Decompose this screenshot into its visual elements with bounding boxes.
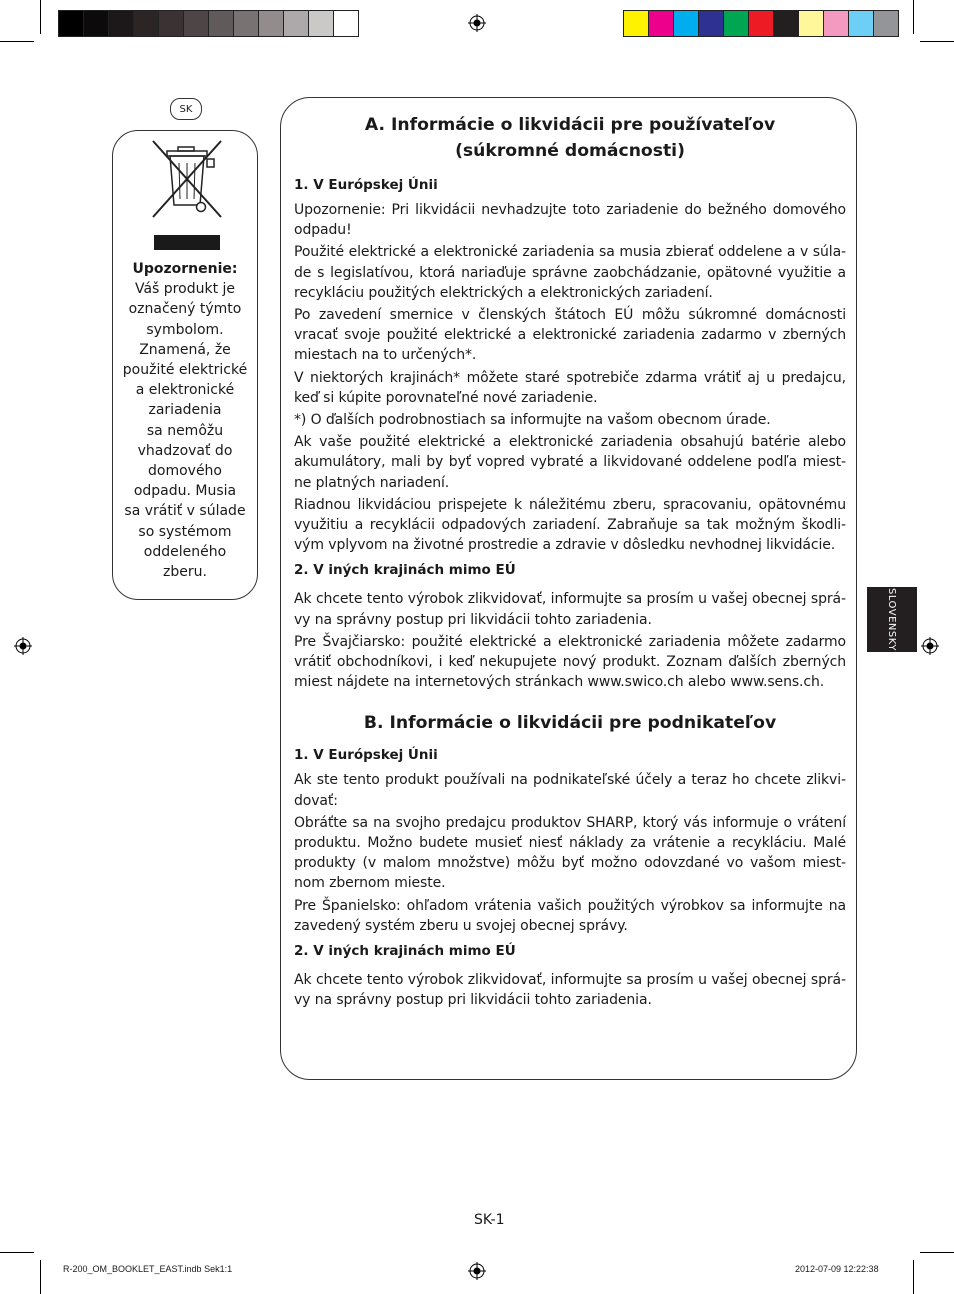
- color-swatch: [84, 11, 109, 36]
- paragraph: Ak chcete tento výrobok zlikvidovať, informujte sa prosím u vašej obecnej sprá-vy na správny postup pri likvidácii tohto zariadenia.: [294, 591, 846, 628]
- warning-body: Váš produkt je označený týmto symbolom. Znamená, že použité elektrické a elektronické zariadenia sa nemôžu vhadzovať do domového odpadu. Musia sa vrátiť v súlade so systémom oddeleného zberu.: [122, 281, 248, 581]
- color-swatch: [309, 11, 334, 36]
- color-swatch: [874, 11, 898, 36]
- crop-mark: [40, 0, 41, 34]
- crop-mark: [913, 1260, 914, 1294]
- color-swatch: [799, 11, 824, 36]
- crop-mark: [920, 1252, 954, 1253]
- color-swatch: [824, 11, 849, 36]
- paragraph: Použité elektrické a elektronické zariadenia sa musia zbierať oddelene a v súla-de s legislatívou, ktorá nariaďuje správne zaobchádzanie, opätovné využitie a recykláciu použitých elektrických a elektronických zariadení.: [294, 244, 846, 301]
- registration-mark-icon: [921, 637, 939, 655]
- color-swatch: [109, 11, 134, 36]
- paragraph: Ak ste tento produkt používali na podnikateľské účely a teraz ho chcete zlikvi-dovať:: [294, 772, 846, 809]
- crop-mark: [0, 41, 34, 42]
- color-swatch: [849, 11, 874, 36]
- color-swatch: [724, 11, 749, 36]
- gray-calibration-bar: [58, 10, 359, 37]
- weee-warning-text: [117, 259, 253, 582]
- paragraph: Ak chcete tento výrobok zlikvidovať, informujte sa prosím u vašej obecnej sprá-vy na správny postup pri likvidácii tohto zariadenia.: [294, 972, 846, 1009]
- disposal-info-content: [294, 112, 846, 1013]
- color-swatch: [774, 11, 799, 36]
- section-a-title: A. Informácie o likvidácii pre používateľov (súkromné domácnosti): [364, 115, 776, 161]
- color-swatch: [749, 11, 774, 36]
- crop-mark: [913, 0, 914, 34]
- footer-file-info: R-200_OM_BOOKLET_EAST.indb Sek1:1: [63, 1264, 233, 1274]
- color-swatch: [699, 11, 724, 36]
- disposal-info-box: [280, 97, 857, 1080]
- section-b-title: B. Informácie o likvidácii pre podnikateľov: [363, 713, 777, 734]
- language-tab-label: SLOVENSKY: [886, 587, 898, 652]
- color-swatch: [234, 11, 259, 36]
- registration-mark-icon: [468, 1262, 486, 1280]
- color-swatch: [624, 11, 649, 36]
- paragraph: Pre Španielsko: ohľadom vrátenia vašich použitých výrobkov sa informujte na zavedený systém zberu u svojej obecnej správy.: [294, 897, 846, 934]
- section-a-noneu-heading: 2. V iných krajinách mimo EÚ: [294, 562, 516, 579]
- color-swatch: [159, 11, 184, 36]
- weee-notice-box: [112, 130, 258, 600]
- warning-label: Upozornenie:: [132, 261, 238, 277]
- language-side-tab: [867, 587, 917, 652]
- crop-mark: [920, 41, 954, 42]
- color-swatch: [334, 11, 358, 36]
- paragraph: Pre Švajčiarsko: použité elektrické a elektronické zariadenia môžete zadarmo vrátiť obchodníkovi, i keď nekupujete nový produkt. Zoznam ďalších zberných miest nájdete na internetových stránkach www.swico.ch alebo www.sens.ch.: [294, 633, 846, 691]
- paragraph: Po zavedení smernice v členských štátoch EÚ môžu súkromné domácnosti vracať svoje použité elektrické a elektronické zariadenia zadarmo v zberných miestach na to určených*.: [294, 307, 846, 364]
- crop-mark: [0, 1252, 34, 1253]
- section-b-eu-heading: 1. V Európskej Únii: [294, 747, 438, 764]
- paragraph: V niektorých krajinách* môžete staré spotrebiče zdarma vrátiť aj u predajcu, keď si kúpite porovnateľné nové zariadenie.: [294, 369, 846, 406]
- symbol-underbar: [154, 235, 220, 250]
- language-badge: SK: [170, 98, 202, 120]
- color-calibration-bar: [623, 10, 899, 37]
- paragraph: Upozornenie: Pri likvidácii nevhadzujte toto zariadenie do bežného domového odpadu!: [294, 202, 846, 239]
- page-number: SK-1: [474, 1212, 505, 1228]
- color-swatch: [59, 11, 84, 36]
- paragraph: Riadnou likvidáciou prispejete k náležitému zberu, spracovaniu, opätovnému využitiu a recyklácii odpadových zariadení. Zabraňuje sa tak možným škodli-vým vplyvom na životné prostredie a zdravie v dôsledku nevhodnej likvidácie.: [294, 496, 846, 554]
- color-swatch: [134, 11, 159, 36]
- paragraph: *) O ďalších podrobnostiach sa informujte na vašom obecnom úrade.: [294, 412, 771, 429]
- color-swatch: [184, 11, 209, 36]
- footer-date-info: 2012-07-09 12:22:38: [795, 1264, 879, 1274]
- color-swatch: [209, 11, 234, 36]
- color-swatch: [259, 11, 284, 36]
- crop-mark: [40, 1260, 41, 1294]
- registration-mark-icon: [468, 14, 486, 32]
- registration-mark-icon: [14, 637, 32, 655]
- color-swatch: [284, 11, 309, 36]
- section-a-eu-heading: 1. V Európskej Únii: [294, 177, 438, 193]
- section-b-noneu-heading: 2. V iných krajinách mimo EÚ: [294, 943, 516, 960]
- paragraph: Obráťte sa na svojho predajcu produktov SHARP, ktorý vás informuje o vrátení produktu. Možno budete musieť niesť náklady za vrátenie a recykláciu. Malé produkty (v malom množstve) môžu byť možno odovzdané vo vašom miest-nom zbernom mieste.: [294, 814, 846, 892]
- paragraph: Ak vaše použité elektrické a elektronické zariadenia obsahujú batérie alebo akumulátory, mali by byť vopred vybraté a likvidované oddelene podľa miest-ne platných nariadení.: [294, 434, 846, 491]
- color-swatch: [674, 11, 699, 36]
- crossed-out-wheelie-bin-icon: [145, 137, 229, 221]
- color-swatch: [649, 11, 674, 36]
